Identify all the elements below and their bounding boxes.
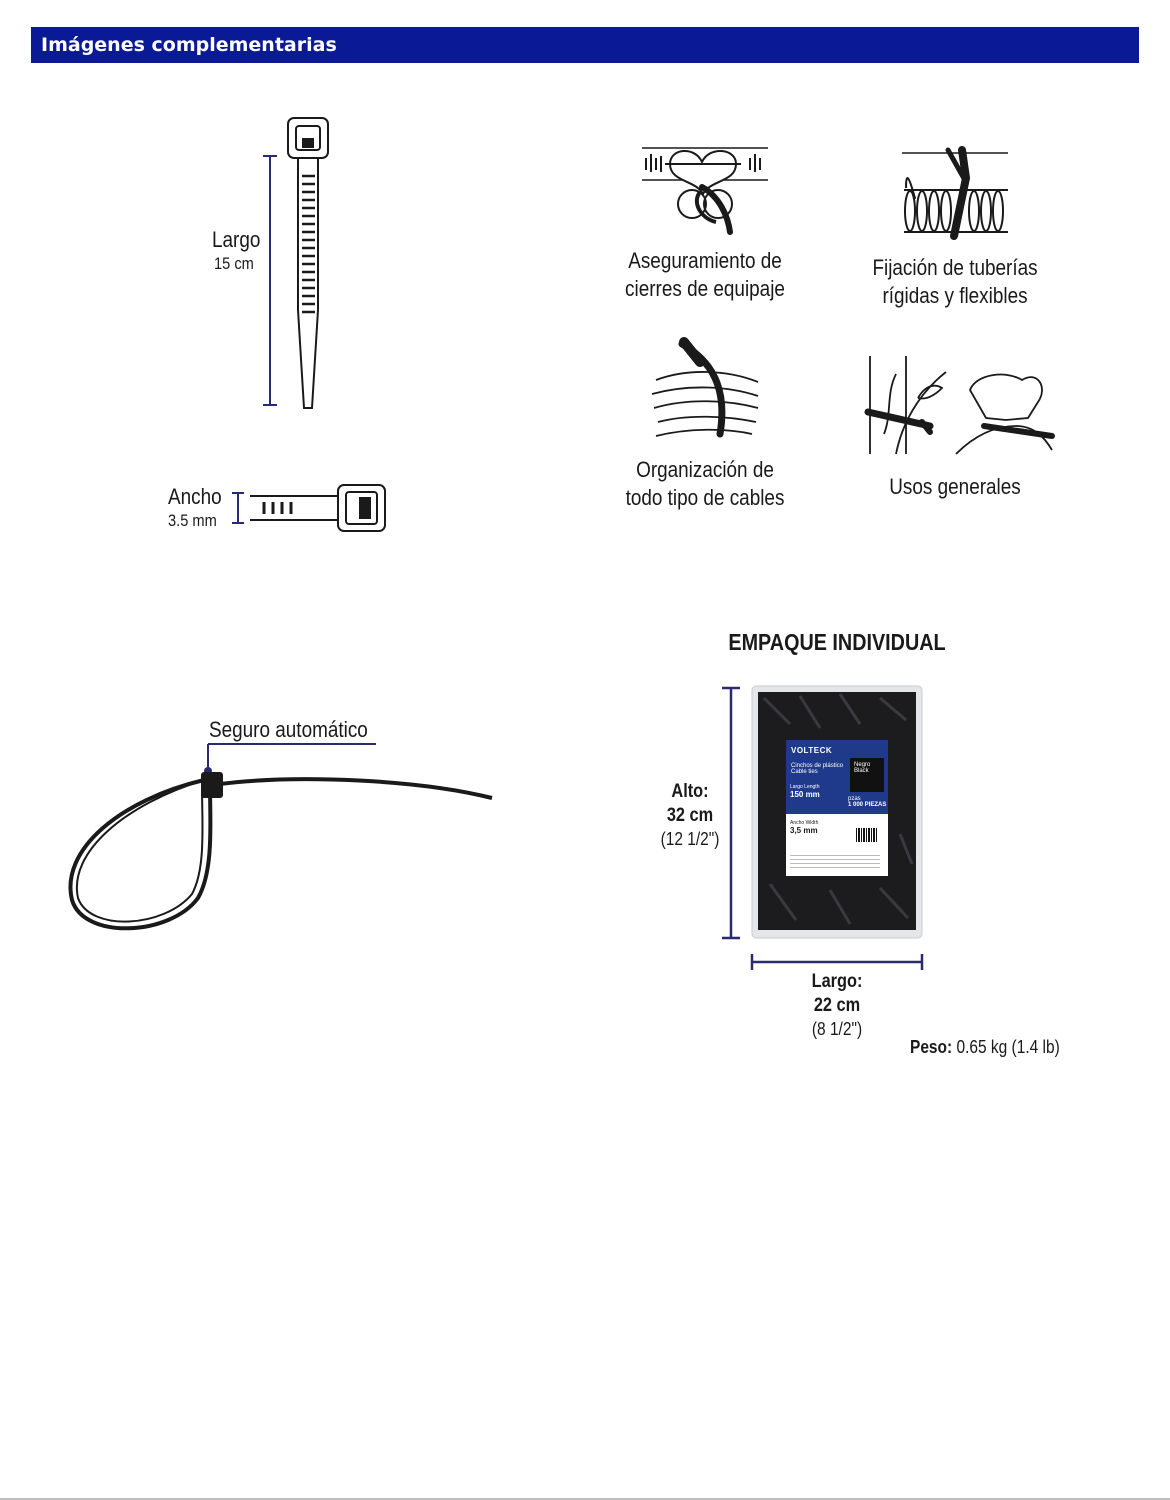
length-label: Largo [212, 227, 261, 252]
bag-width: Ancho Width 3,5 mm [790, 820, 819, 835]
luggage-zipper-icon [640, 142, 770, 242]
length-value: 15 cm [214, 254, 254, 273]
use-item-pipes: Fijación de tuberías rígidas y flexibles [872, 255, 1038, 308]
weight-value: 0.65 kg (1.4 lb) [956, 1037, 1060, 1057]
pipe-tie-icon [900, 148, 1012, 240]
bag-fine-print [790, 852, 880, 868]
general-use-icon [866, 354, 1056, 458]
barcode-icon [856, 828, 878, 842]
package-height-imperial: (12 1/2") [660, 829, 720, 849]
weight-label: Peso: [910, 1037, 953, 1057]
package-height-dimension [716, 684, 746, 942]
bag-length: Largo Length 150 mm [790, 784, 820, 799]
bag-label [786, 740, 888, 876]
bag-pieces: pzas 1 000 PIEZAS [848, 796, 887, 808]
bag-color-es: Negro [854, 762, 871, 768]
package-title: EMPAQUE INDIVIDUAL [728, 629, 946, 655]
bag-product-es: Cinchos de plástico [791, 763, 844, 769]
use-item-general: Usos generales [889, 474, 1021, 499]
package-height-value: 32 cm [666, 805, 714, 826]
width-label: Ancho [168, 484, 222, 509]
cable-tie-length-drawing [255, 110, 355, 420]
cable-bundle-icon [648, 338, 763, 443]
package-height-label: Alto: [671, 781, 709, 802]
package-length-value: 22 cm [813, 995, 861, 1016]
use-item-cables: Organización de todo tipo de cables [625, 457, 785, 510]
package-bag-image [750, 684, 924, 940]
brand-logo: VOLTECK [791, 746, 833, 755]
package-weight [910, 1036, 1060, 1059]
lock-label: Seguro automático [209, 717, 368, 742]
bag-color-box [850, 758, 884, 792]
bag-product-en: Cable ties [791, 769, 818, 775]
use-item-luggage: Aseguramiento de cierres de equipaje [625, 248, 785, 301]
cable-tie-loop-drawing [60, 740, 500, 940]
package-length-label: Largo: [811, 971, 863, 992]
bag-color-en: Black [854, 768, 869, 774]
section-header: Imágenes complementarias [31, 27, 1139, 63]
cable-tie-width-drawing [228, 483, 393, 538]
package-length-dimension [750, 952, 926, 972]
width-value: 3.5 mm [168, 511, 217, 530]
package-length-imperial: (8 1/2") [811, 1019, 863, 1039]
